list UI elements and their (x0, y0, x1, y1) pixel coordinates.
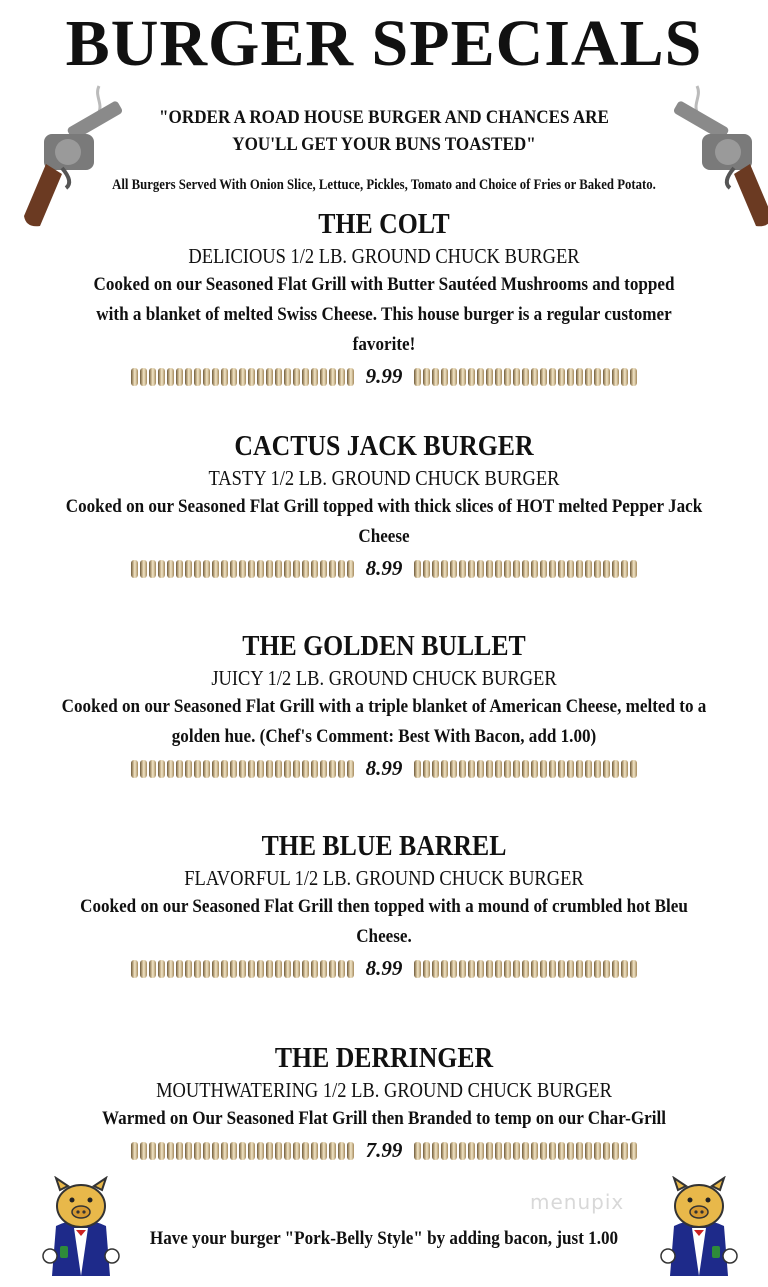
bullet-decoration (302, 560, 309, 578)
bullet-decoration (329, 960, 336, 978)
bullet-decoration (302, 760, 309, 778)
bullet-decoration (248, 1142, 255, 1160)
menu-item-the-derringer (0, 1042, 768, 1163)
bullet-decoration (414, 560, 421, 578)
bullet-decoration (167, 1142, 174, 1160)
bullet-decoration (504, 368, 511, 386)
bullet-decoration (158, 760, 165, 778)
bullet-decoration (275, 1142, 282, 1160)
bullet-decoration (239, 368, 246, 386)
bullet-decoration (468, 760, 475, 778)
bullet-decoration (612, 960, 619, 978)
bullet-decoration (203, 560, 210, 578)
bullet-decoration (486, 560, 493, 578)
bullet-decoration (275, 368, 282, 386)
bullet-decoration (558, 368, 565, 386)
bullet-decoration (522, 368, 529, 386)
bullet-decoration (486, 368, 493, 386)
price-row (0, 1138, 768, 1163)
item-price: 8.99 (365, 956, 403, 980)
bullet-decoration (266, 760, 273, 778)
bullet-decoration (131, 960, 138, 978)
bullet-decoration (567, 368, 574, 386)
bullet-decoration (221, 760, 228, 778)
bullet-decoration (257, 960, 264, 978)
pig-mascot-right-icon (656, 1176, 742, 1280)
item-price: 7.99 (365, 1138, 403, 1162)
bullet-decoration (621, 368, 628, 386)
bullet-decoration (158, 368, 165, 386)
bullet-decoration (621, 760, 628, 778)
bullet-decoration (347, 560, 354, 578)
bullet-decoration (158, 960, 165, 978)
bullet-decoration (194, 760, 201, 778)
bullet-decoration (185, 760, 192, 778)
bullet-decoration (612, 560, 619, 578)
bullet-decoration (513, 560, 520, 578)
bullet-decoration (630, 960, 637, 978)
bullet-decoration (459, 760, 466, 778)
bullet-decoration (194, 368, 201, 386)
bullet-decoration (284, 560, 291, 578)
bullet-decoration (549, 1142, 556, 1160)
bullet-decoration (149, 368, 156, 386)
bullet-decoration (531, 960, 538, 978)
bullet-decoration (495, 1142, 502, 1160)
bullet-decoration (284, 1142, 291, 1160)
bullet-decoration (612, 1142, 619, 1160)
bullet-decoration (329, 760, 336, 778)
bullet-decoration (140, 960, 147, 978)
bullet-decoration (311, 760, 318, 778)
item-description: Cooked on our Seasoned Flat Grill with Butter Sautéed Mushrooms and topped with a blanket of melted Swiss Cheese. This house burger is a regular customer favorite! (93, 274, 675, 355)
bullet-decoration (450, 760, 457, 778)
bullet-decoration (167, 368, 174, 386)
bullet-decoration (450, 368, 457, 386)
bullet-decoration (329, 1142, 336, 1160)
bullet-decoration (266, 560, 273, 578)
bullet-decoration (567, 560, 574, 578)
bullets-left-decoration (131, 960, 354, 978)
bullet-decoration (266, 1142, 273, 1160)
bullet-decoration (284, 760, 291, 778)
bullet-decoration (414, 760, 421, 778)
bullet-decoration (594, 760, 601, 778)
item-price: 8.99 (365, 756, 403, 780)
bullet-decoration (140, 1142, 147, 1160)
bullet-decoration (347, 760, 354, 778)
bullet-decoration (522, 960, 529, 978)
pork-belly-note: Have your burger "Pork-Belly Style" by adding bacon, just 1.00 (149, 1228, 619, 1249)
bullet-decoration (320, 960, 327, 978)
bullet-decoration (558, 560, 565, 578)
menu-item-the-golden-bullet (0, 630, 768, 781)
bullet-decoration (486, 960, 493, 978)
item-name: THE COLT (318, 209, 450, 240)
bullet-decoration (423, 760, 430, 778)
price-row (0, 556, 768, 581)
bullet-decoration (167, 760, 174, 778)
bullet-decoration (495, 560, 502, 578)
bullet-decoration (221, 560, 228, 578)
bullet-decoration (567, 760, 574, 778)
bullet-decoration (176, 960, 183, 978)
item-subtitle: FLAVORFUL 1/2 LB. GROUND CHUCK BURGER (184, 866, 584, 890)
bullet-decoration (621, 960, 628, 978)
bullet-decoration (450, 1142, 457, 1160)
bullet-decoration (477, 960, 484, 978)
bullet-decoration (149, 960, 156, 978)
bullet-decoration (284, 368, 291, 386)
watermark-text: menupix (530, 1190, 625, 1214)
bullet-decoration (459, 560, 466, 578)
bullet-decoration (239, 960, 246, 978)
bullet-decoration (441, 960, 448, 978)
bullet-decoration (549, 960, 556, 978)
item-name: THE DERRINGER (274, 1043, 494, 1074)
bullet-decoration (149, 1142, 156, 1160)
bullet-decoration (203, 960, 210, 978)
bullet-decoration (585, 960, 592, 978)
item-subtitle: DELICIOUS 1/2 LB. GROUND CHUCK BURGER (188, 244, 580, 268)
bullet-decoration (432, 560, 439, 578)
quote-line-1: "ORDER A ROAD HOUSE BURGER AND CHANCES ARE (159, 107, 609, 128)
bullet-decoration (347, 368, 354, 386)
house-quote (137, 104, 630, 158)
bullet-decoration (603, 1142, 610, 1160)
bullet-decoration (167, 560, 174, 578)
bullet-decoration (257, 760, 264, 778)
bullet-decoration (320, 760, 327, 778)
page-title: BURGER SPECIALS (65, 7, 703, 80)
bullet-decoration (477, 560, 484, 578)
bullet-decoration (221, 960, 228, 978)
bullet-decoration (230, 1142, 237, 1160)
bullet-decoration (585, 760, 592, 778)
bullet-decoration (504, 560, 511, 578)
bullet-decoration (522, 560, 529, 578)
bullet-decoration (495, 960, 502, 978)
bullet-decoration (329, 560, 336, 578)
bullet-decoration (239, 560, 246, 578)
bullet-decoration (513, 368, 520, 386)
bullet-decoration (338, 760, 345, 778)
bullet-decoration (540, 960, 547, 978)
bullet-decoration (293, 560, 300, 578)
item-price: 9.99 (365, 364, 403, 388)
bullets-left-decoration (131, 368, 354, 386)
item-subtitle: TASTY 1/2 LB. GROUND CHUCK BURGER (208, 466, 560, 490)
bullet-decoration (149, 560, 156, 578)
bullet-decoration (275, 760, 282, 778)
bullet-decoration (347, 960, 354, 978)
bullet-decoration (468, 560, 475, 578)
quote-line-2: YOU'LL GET YOUR BUNS TOASTED" (232, 134, 536, 155)
bullet-decoration (221, 368, 228, 386)
bullet-decoration (468, 368, 475, 386)
bullet-decoration (585, 560, 592, 578)
bullet-decoration (423, 560, 430, 578)
bullet-decoration (495, 368, 502, 386)
bullet-decoration (158, 1142, 165, 1160)
bullet-decoration (603, 760, 610, 778)
bullet-decoration (248, 368, 255, 386)
bullet-decoration (221, 1142, 228, 1160)
bullet-decoration (558, 1142, 565, 1160)
bullet-decoration (513, 760, 520, 778)
bullet-decoration (459, 368, 466, 386)
bullet-decoration (486, 760, 493, 778)
bullet-decoration (630, 368, 637, 386)
bullet-decoration (522, 1142, 529, 1160)
item-name: THE BLUE BARREL (261, 831, 507, 862)
bullet-decoration (194, 1142, 201, 1160)
bullet-decoration (567, 960, 574, 978)
bullet-decoration (558, 760, 565, 778)
bullet-decoration (257, 560, 264, 578)
bullet-decoration (320, 368, 327, 386)
bullet-decoration (311, 560, 318, 578)
price-row (0, 364, 768, 389)
bullet-decoration (320, 1142, 327, 1160)
bullet-decoration (432, 368, 439, 386)
bullet-decoration (176, 760, 183, 778)
bullet-decoration (585, 368, 592, 386)
bullets-left-decoration (131, 1142, 354, 1160)
bullet-decoration (504, 760, 511, 778)
bullet-decoration (414, 960, 421, 978)
bullet-decoration (477, 1142, 484, 1160)
price-row (0, 956, 768, 981)
bullet-decoration (293, 960, 300, 978)
bullets-right-decoration (414, 368, 637, 386)
menu-item-the-blue-barrel (0, 830, 768, 981)
bullet-decoration (203, 368, 210, 386)
bullet-decoration (239, 1142, 246, 1160)
bullet-decoration (630, 1142, 637, 1160)
bullet-decoration (338, 960, 345, 978)
bullet-decoration (441, 368, 448, 386)
bullets-left-decoration (131, 760, 354, 778)
bullet-decoration (338, 560, 345, 578)
bullet-decoration (212, 760, 219, 778)
bullet-decoration (603, 560, 610, 578)
bullet-decoration (540, 1142, 547, 1160)
bullet-decoration (203, 1142, 210, 1160)
bullet-decoration (248, 760, 255, 778)
bullet-decoration (293, 760, 300, 778)
bullet-decoration (459, 1142, 466, 1160)
bullet-decoration (603, 368, 610, 386)
bullet-decoration (477, 368, 484, 386)
bullet-decoration (248, 560, 255, 578)
item-description: Cooked on our Seasoned Flat Grill topped with thick slices of HOT melted Pepper Jack Cheese (65, 496, 703, 547)
pig-mascot-left-icon (38, 1176, 124, 1280)
bullet-decoration (194, 960, 201, 978)
bullet-decoration (140, 368, 147, 386)
bullet-decoration (347, 1142, 354, 1160)
bullet-decoration (450, 560, 457, 578)
bullet-decoration (212, 368, 219, 386)
bullet-decoration (302, 960, 309, 978)
bullet-decoration (513, 1142, 520, 1160)
bullet-decoration (576, 560, 583, 578)
bullet-decoration (594, 560, 601, 578)
bullet-decoration (540, 560, 547, 578)
bullet-decoration (468, 1142, 475, 1160)
bullet-decoration (432, 960, 439, 978)
bullet-decoration (338, 1142, 345, 1160)
bullets-right-decoration (414, 760, 637, 778)
price-row (0, 756, 768, 781)
bullet-decoration (140, 760, 147, 778)
menu-item-the-colt (0, 208, 768, 389)
bullet-decoration (441, 760, 448, 778)
bullet-decoration (311, 368, 318, 386)
bullet-decoration (585, 1142, 592, 1160)
bullet-decoration (549, 368, 556, 386)
bullet-decoration (131, 368, 138, 386)
bullet-decoration (131, 1142, 138, 1160)
item-description: Warmed on Our Seasoned Flat Grill then Branded to temp on our Char-Grill (101, 1108, 666, 1129)
bullet-decoration (621, 560, 628, 578)
bullet-decoration (185, 560, 192, 578)
bullet-decoration (414, 1142, 421, 1160)
bullet-decoration (248, 960, 255, 978)
bullet-decoration (338, 368, 345, 386)
bullet-decoration (176, 560, 183, 578)
bullet-decoration (423, 960, 430, 978)
bullet-decoration (203, 760, 210, 778)
served-with-note: All Burgers Served With Onion Slice, Lettuce, Pickles, Tomato and Choice of Fries or Baked Potato. (112, 177, 656, 193)
bullet-decoration (441, 560, 448, 578)
bullet-decoration (567, 1142, 574, 1160)
bullet-decoration (531, 368, 538, 386)
bullet-decoration (194, 560, 201, 578)
bullet-decoration (266, 960, 273, 978)
bullet-decoration (432, 760, 439, 778)
bullets-right-decoration (414, 1142, 637, 1160)
bullets-right-decoration (414, 960, 637, 978)
bullet-decoration (594, 1142, 601, 1160)
bullet-decoration (212, 560, 219, 578)
bullet-decoration (131, 760, 138, 778)
bullet-decoration (302, 368, 309, 386)
bullet-decoration (293, 368, 300, 386)
bullet-decoration (257, 1142, 264, 1160)
bullet-decoration (450, 960, 457, 978)
item-description: Cooked on our Seasoned Flat Grill with a triple blanket of American Cheese, melted to a golden hue. (Chef's Comment: Best With Bacon, add 1.00) (61, 696, 707, 747)
bullet-decoration (131, 560, 138, 578)
bullet-decoration (293, 1142, 300, 1160)
bullet-decoration (594, 368, 601, 386)
bullet-decoration (504, 1142, 511, 1160)
bullet-decoration (149, 760, 156, 778)
bullet-decoration (531, 560, 538, 578)
bullet-decoration (185, 960, 192, 978)
bullet-decoration (576, 960, 583, 978)
bullet-decoration (239, 760, 246, 778)
bullet-decoration (504, 960, 511, 978)
bullet-decoration (275, 960, 282, 978)
bullet-decoration (284, 960, 291, 978)
bullet-decoration (176, 368, 183, 386)
bullet-decoration (311, 960, 318, 978)
bullet-decoration (621, 1142, 628, 1160)
bullet-decoration (540, 760, 547, 778)
bullet-decoration (549, 760, 556, 778)
bullet-decoration (176, 1142, 183, 1160)
bullet-decoration (230, 760, 237, 778)
item-name: THE GOLDEN BULLET (242, 631, 526, 662)
bullet-decoration (576, 368, 583, 386)
menu-item-cactus-jack-burger (0, 430, 768, 581)
bullet-decoration (468, 960, 475, 978)
bullet-decoration (612, 760, 619, 778)
bullet-decoration (423, 368, 430, 386)
bullet-decoration (212, 1142, 219, 1160)
bullet-decoration (257, 368, 264, 386)
bullet-decoration (576, 1142, 583, 1160)
bullet-decoration (495, 760, 502, 778)
bullet-decoration (266, 368, 273, 386)
bullet-decoration (212, 960, 219, 978)
bullet-decoration (230, 960, 237, 978)
bullet-decoration (230, 560, 237, 578)
bullet-decoration (230, 368, 237, 386)
bullet-decoration (603, 960, 610, 978)
bullet-decoration (630, 760, 637, 778)
item-description: Cooked on our Seasoned Flat Grill then topped with a mound of crumbled hot Bleu Cheese. (80, 896, 688, 947)
bullet-decoration (302, 1142, 309, 1160)
bullet-decoration (423, 1142, 430, 1160)
bullet-decoration (275, 560, 282, 578)
bullet-decoration (576, 760, 583, 778)
bullet-decoration (477, 760, 484, 778)
bullet-decoration (185, 368, 192, 386)
bullet-decoration (167, 960, 174, 978)
bullet-decoration (630, 560, 637, 578)
bullet-decoration (414, 368, 421, 386)
bullet-decoration (549, 560, 556, 578)
item-price: 8.99 (365, 556, 403, 580)
item-subtitle: MOUTHWATERING 1/2 LB. GROUND CHUCK BURGER (156, 1078, 612, 1102)
bullet-decoration (329, 368, 336, 386)
bullet-decoration (558, 960, 565, 978)
bullet-decoration (140, 560, 147, 578)
bullet-decoration (432, 1142, 439, 1160)
bullet-decoration (311, 1142, 318, 1160)
bullets-right-decoration (414, 560, 637, 578)
bullet-decoration (320, 560, 327, 578)
bullet-decoration (459, 960, 466, 978)
bullets-left-decoration (131, 560, 354, 578)
bullet-decoration (522, 760, 529, 778)
item-name: CACTUS JACK BURGER (234, 431, 534, 462)
bullet-decoration (513, 960, 520, 978)
bullet-decoration (612, 368, 619, 386)
bullet-decoration (158, 560, 165, 578)
bullet-decoration (540, 368, 547, 386)
bullet-decoration (531, 760, 538, 778)
bullet-decoration (185, 1142, 192, 1160)
bullet-decoration (594, 960, 601, 978)
bullet-decoration (441, 1142, 448, 1160)
bullet-decoration (531, 1142, 538, 1160)
item-subtitle: JUICY 1/2 LB. GROUND CHUCK BURGER (211, 666, 557, 690)
bullet-decoration (486, 1142, 493, 1160)
